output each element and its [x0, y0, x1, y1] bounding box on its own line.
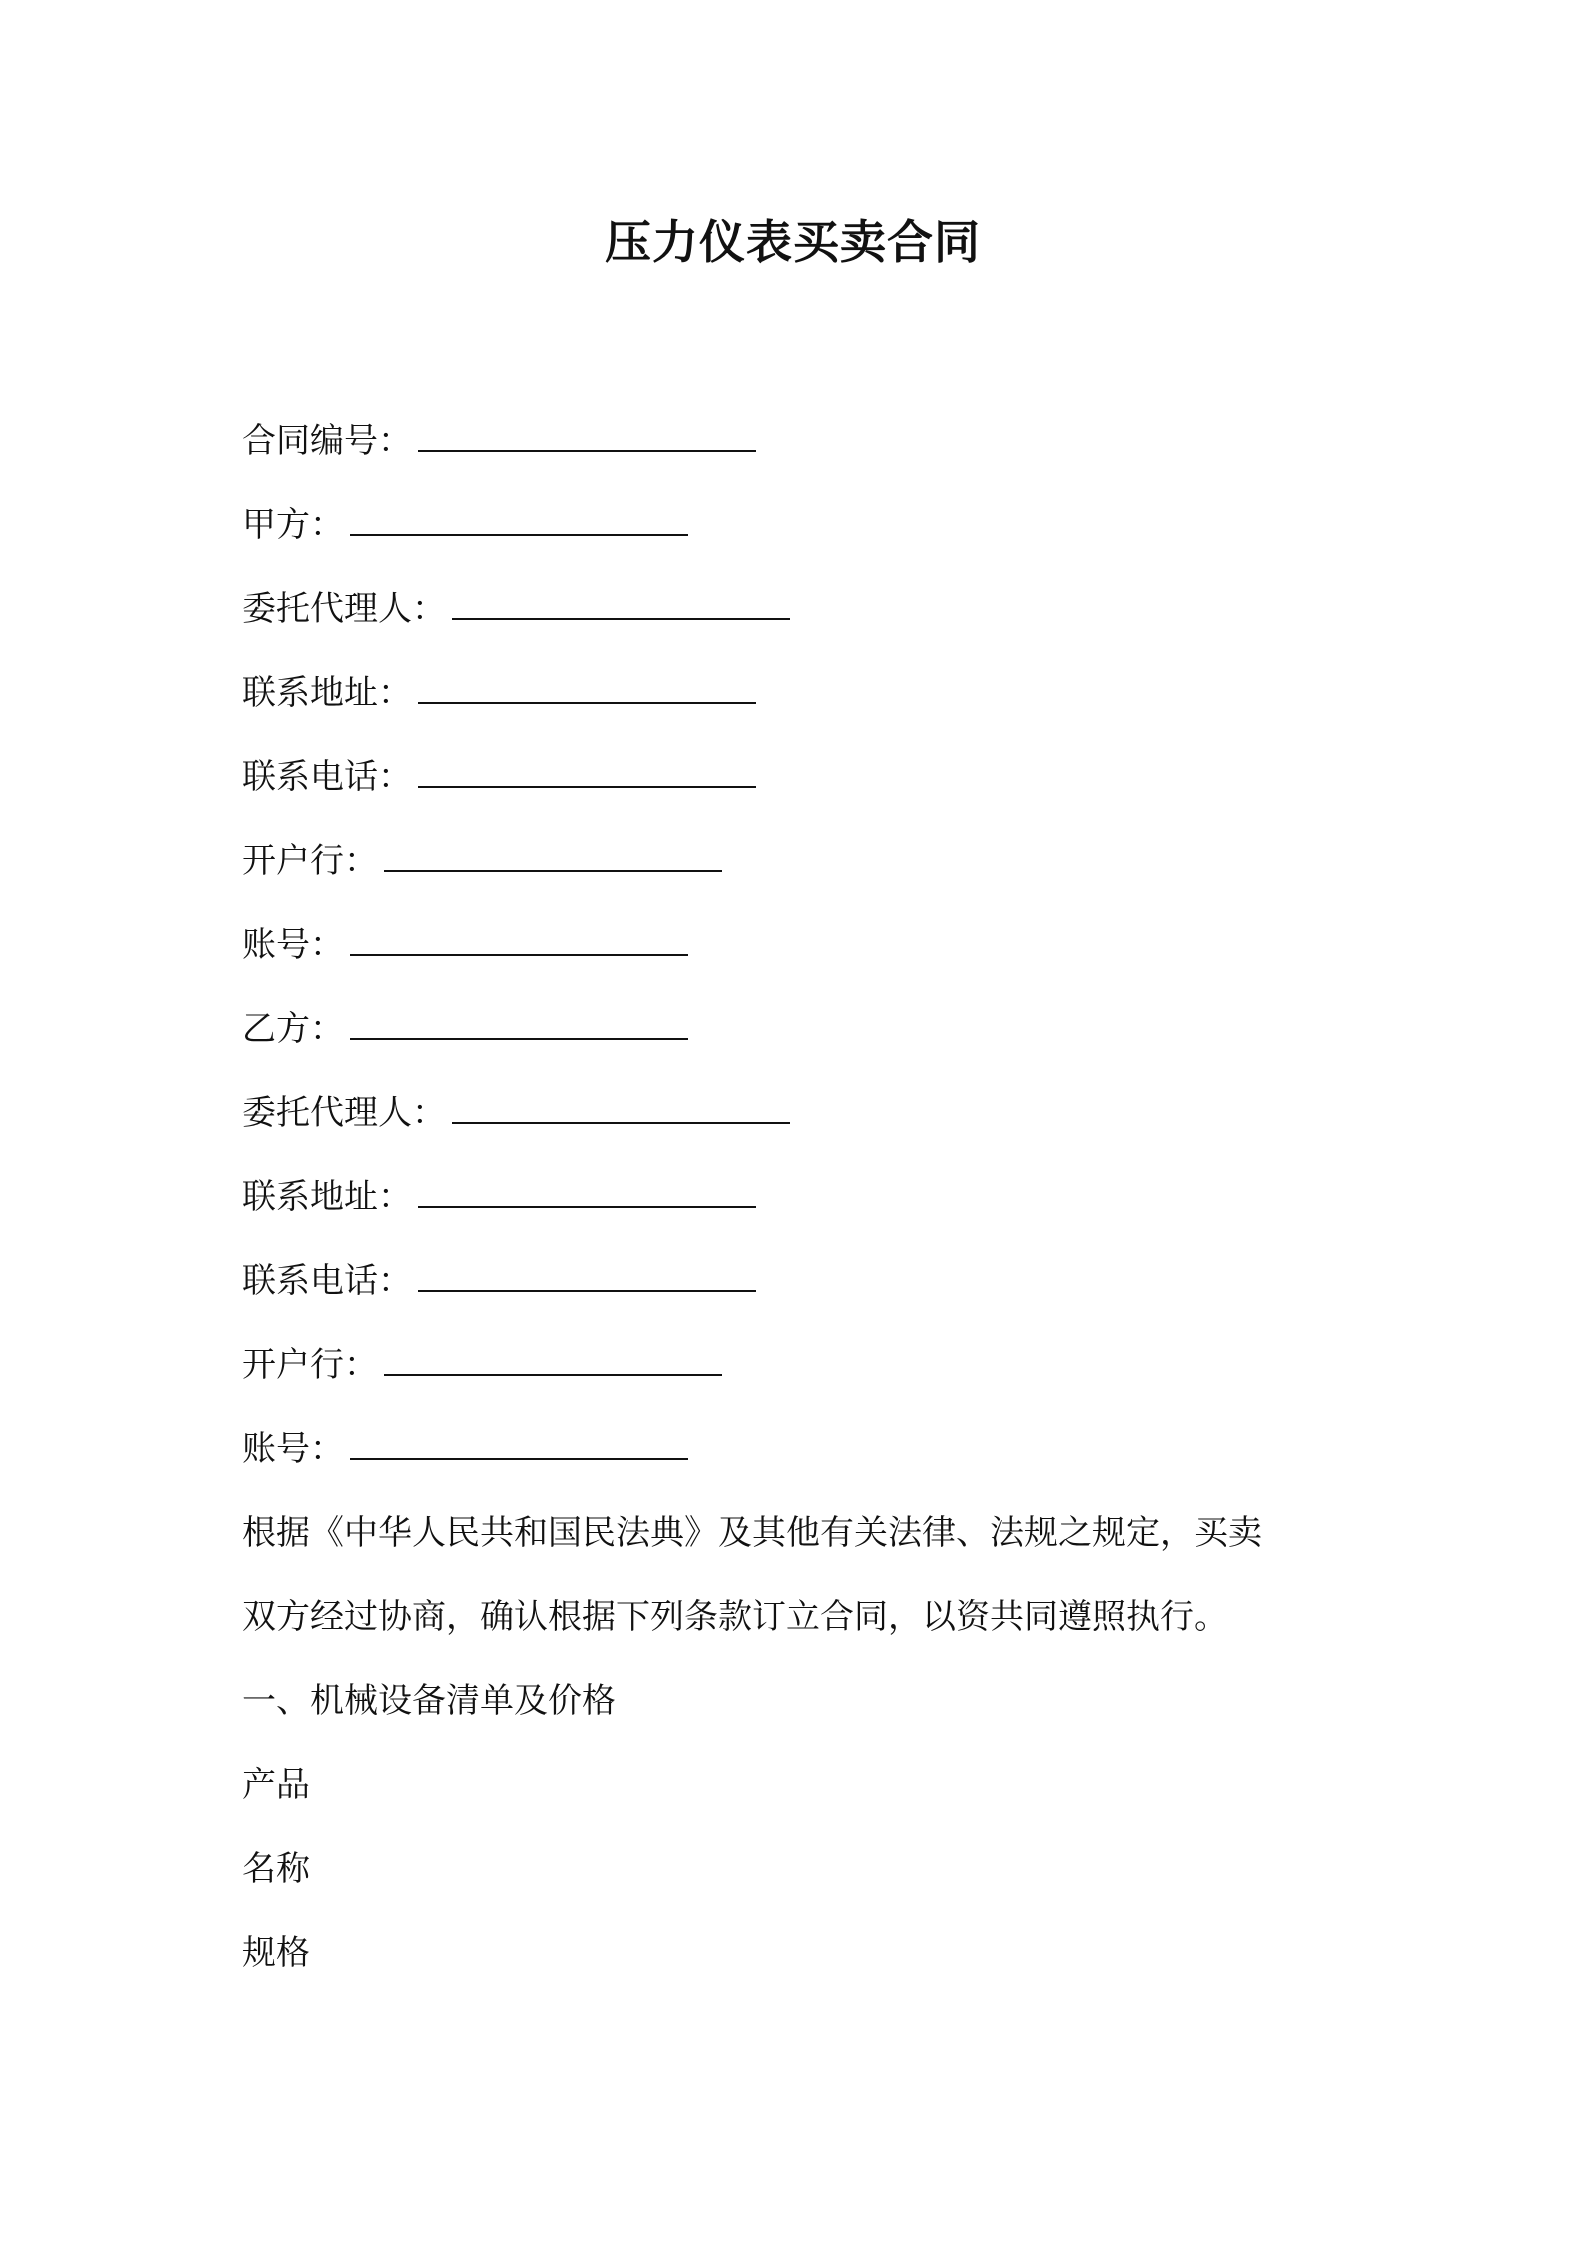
- field-party-b-agent: [242, 1088, 790, 1138]
- blank-line: [418, 420, 756, 452]
- field-party-a-account: [242, 920, 688, 970]
- blank-line: [418, 672, 756, 704]
- field-label: 合同编号：: [242, 421, 412, 461]
- field-label: 开户行：: [242, 1345, 378, 1385]
- field-label: 联系电话：: [242, 757, 412, 797]
- blank-line: [384, 840, 722, 872]
- blank-line: [418, 756, 756, 788]
- table-label-product: 产品: [242, 1765, 310, 1805]
- blank-line: [384, 1344, 722, 1376]
- field-label: 账号：: [242, 1429, 344, 1469]
- field-party-a-phone: [242, 752, 756, 802]
- blank-line: [452, 1092, 790, 1124]
- field-label: 联系地址：: [242, 673, 412, 713]
- blank-line: [350, 1428, 688, 1460]
- blank-line: [350, 504, 688, 536]
- field-label: 甲方：: [242, 505, 344, 545]
- field-party-b-bank: [242, 1340, 722, 1390]
- paragraph-line-2: 双方经过协商，确认根据下列条款订立合同，以资共同遵照执行。: [242, 1597, 1228, 1637]
- field-label: 开户行：: [242, 841, 378, 881]
- field-label: 联系地址：: [242, 1177, 412, 1217]
- field-label: 委托代理人：: [242, 1093, 446, 1133]
- blank-line: [418, 1260, 756, 1292]
- field-party-b-account: [242, 1424, 688, 1474]
- field-label: 联系电话：: [242, 1261, 412, 1301]
- field-party-a-bank: [242, 836, 722, 886]
- blank-line: [452, 588, 790, 620]
- field-party-b: [242, 1004, 688, 1054]
- paragraph-line-1: 根据《中华人民共和国民法典》及其他有关法律、法规之规定，买卖: [242, 1513, 1262, 1553]
- table-label-spec: 规格: [242, 1933, 310, 1973]
- field-party-a: [242, 500, 688, 550]
- field-label: 委托代理人：: [242, 589, 446, 629]
- section-heading: 一、机械设备清单及价格: [242, 1681, 616, 1721]
- field-party-a-agent: [242, 584, 790, 634]
- blank-line: [418, 1176, 756, 1208]
- field-party-a-address: [242, 668, 756, 718]
- table-label-name: 名称: [242, 1849, 310, 1889]
- field-label: 乙方：: [242, 1009, 344, 1049]
- field-label: 账号：: [242, 925, 344, 965]
- blank-line: [350, 1008, 688, 1040]
- document-title: 压力仪表买卖合同: [605, 215, 981, 269]
- field-contract-number: [242, 416, 756, 466]
- field-party-b-address: [242, 1172, 756, 1222]
- blank-line: [350, 924, 688, 956]
- field-party-b-phone: [242, 1256, 756, 1306]
